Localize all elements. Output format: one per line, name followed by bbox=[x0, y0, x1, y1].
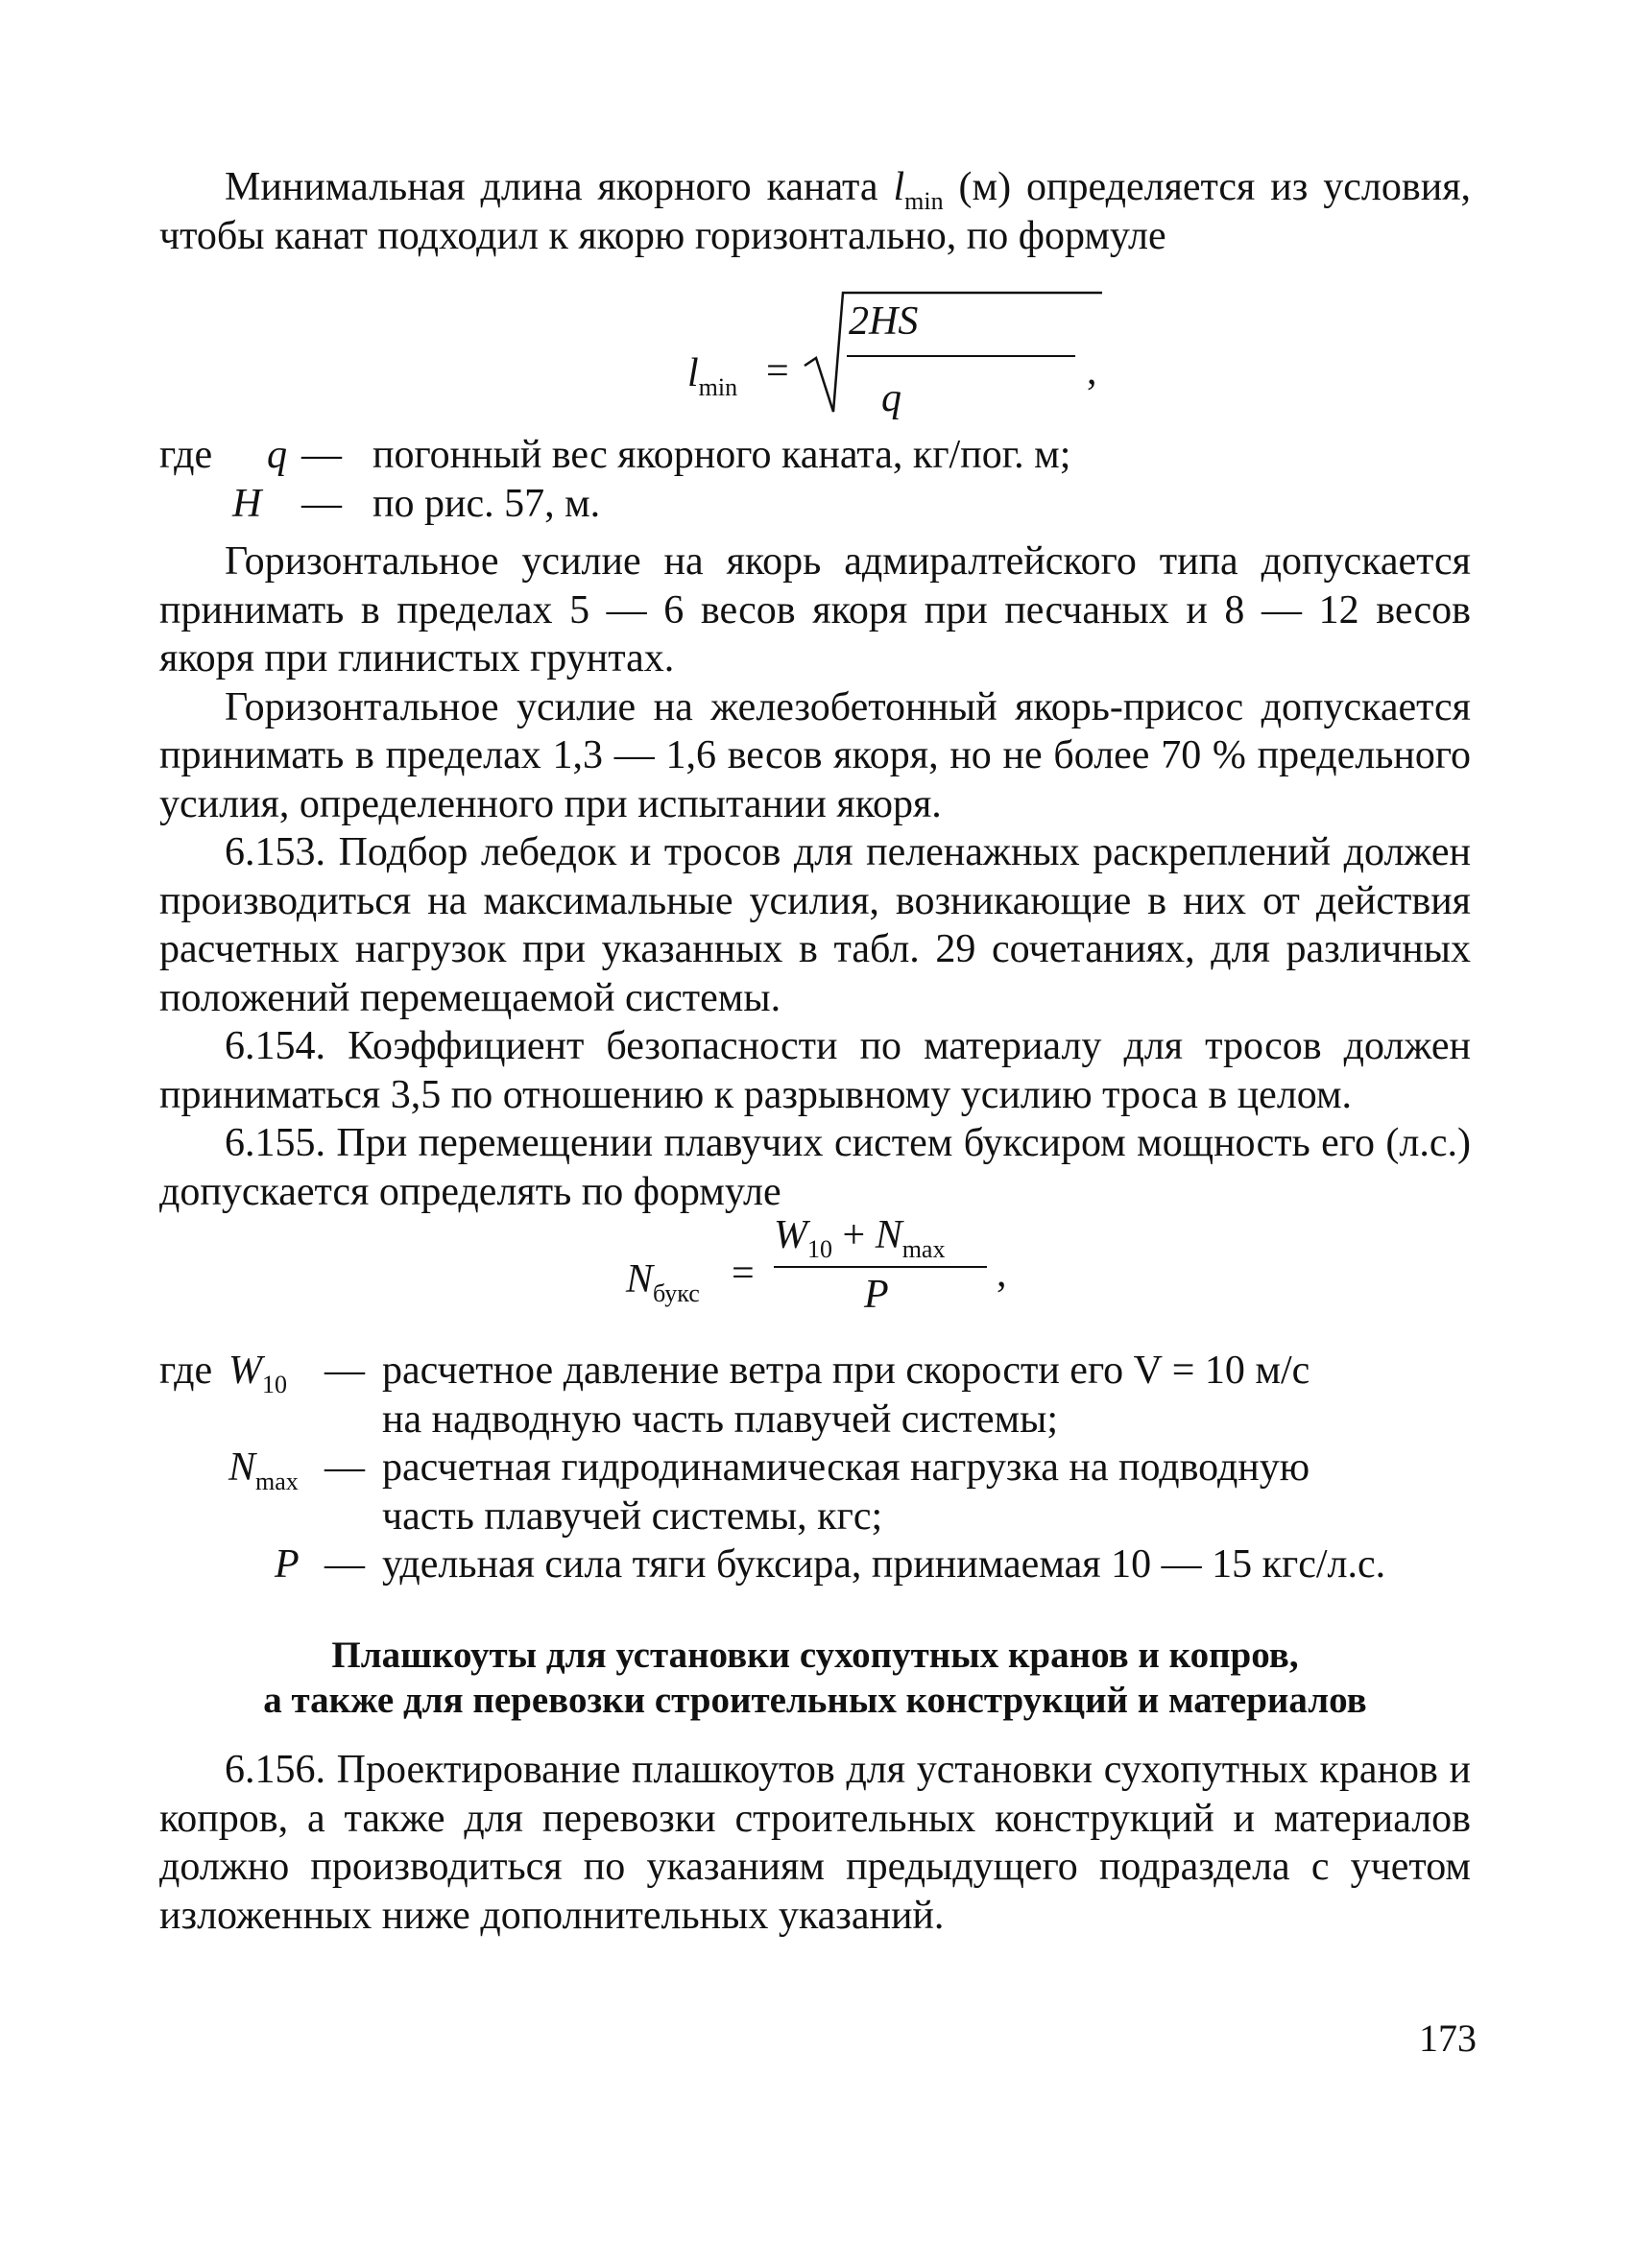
legend-row bbox=[159, 1492, 1471, 1541]
formula-tug-power bbox=[159, 1213, 1471, 1347]
section-heading-line: Плашкоуты для установки сухопутных кранов и копров, bbox=[331, 1635, 1299, 1676]
legend-description: расчетная гидродинамическая нагрузка на подводную bbox=[382, 1445, 1310, 1490]
formula-comma: , bbox=[1087, 349, 1097, 394]
formula-lhs: $N_{букс}$ bbox=[626, 1257, 700, 1307]
formula-comma: , bbox=[997, 1252, 1007, 1296]
page-number: 173 bbox=[1419, 2017, 1477, 2060]
legend-row bbox=[159, 1396, 1471, 1444]
paragraph-6-155: 6.155. При перемещении плавучих систем буксиром мощность его (л.с.) допускается определять по формуле bbox=[159, 1121, 1471, 1214]
legend-symbol: H bbox=[232, 481, 262, 526]
fraction-bar bbox=[774, 1266, 987, 1268]
legend-description: на надводную часть плавучей системы; bbox=[382, 1397, 1059, 1442]
formula-min-length bbox=[159, 268, 1471, 431]
legend-row bbox=[159, 1347, 1471, 1396]
formula-lhs: $l_{min}$ bbox=[687, 351, 738, 401]
legend-lead: где bbox=[159, 1349, 213, 1393]
legend-symbol: $N_{max}$ bbox=[228, 1445, 299, 1495]
legend-row bbox=[159, 1540, 1471, 1589]
legend-symbol: $W_{10}$ bbox=[228, 1349, 287, 1398]
legend-dash: — bbox=[324, 1445, 365, 1490]
paragraph-6-154: 6.154. Коэффициент безопасности по материалу для тросов должен приниматься 3,5 по отношению к разрывному усилию троса в целом. bbox=[159, 1024, 1471, 1117]
legend-dash: — bbox=[301, 481, 342, 526]
sqrt-sign-icon bbox=[801, 277, 1108, 421]
paragraph-6-153: 6.153. Подбор лебедок и тросов для пеленажных раскреплений должен производиться на максимальные усилия, возникающие в них от действия расчетных нагрузок при указанных в табл. 29 сочетаниях, для различных положений перемещаемой системы. bbox=[159, 830, 1471, 1020]
legend-symbol: P bbox=[275, 1542, 300, 1587]
legend-description: по рис. 57, м. bbox=[372, 481, 601, 526]
page-body bbox=[159, 163, 1471, 1940]
legend-description: удельная сила тяги буксира, принимаемая 10 — 15 кгс/л.с. bbox=[382, 1542, 1386, 1587]
section-heading bbox=[159, 1633, 1471, 1723]
legend-symbol: q bbox=[267, 433, 287, 477]
formula-numerator: $W_{10} + N_{max}$ bbox=[774, 1213, 946, 1263]
subscript-min: min bbox=[904, 187, 944, 215]
paragraph-text: Минимальная длина якорного каната bbox=[225, 165, 878, 209]
legend-description: часть плавучей системы, кгс; bbox=[382, 1493, 883, 1539]
section-heading-line: а также для перевозки строительных конструкций и материалов bbox=[263, 1680, 1367, 1721]
formula-equals: = bbox=[766, 349, 789, 394]
legend-lead: где bbox=[159, 433, 213, 477]
legend-description: погонный вес якорного каната, кг/пог. м; bbox=[372, 433, 1071, 477]
formula-numerator: 2HS bbox=[849, 299, 919, 344]
paragraph-min-length bbox=[159, 163, 1471, 260]
legend-formula2 bbox=[159, 1347, 1471, 1588]
paragraph-text-rest: (м) определяется из условия, чтобы канат подходил к якорю горизонтально, по формуле bbox=[159, 165, 1472, 258]
variable-l: l bbox=[893, 165, 905, 209]
legend-description: расчетное давление ветра при скорости его V = 10 м/с bbox=[382, 1349, 1310, 1393]
paragraph-concrete-anchor: Горизонтальное усилие на железобетонный якорь-присос допускается принимать в пределах 1,3 — 1,6 весов якоря, но не более 70 % предельного усилия, определенного при испытании якоря. bbox=[159, 684, 1471, 826]
formula-denominator: q bbox=[881, 376, 901, 420]
legend-row bbox=[159, 480, 1471, 529]
legend-dash: — bbox=[324, 1542, 365, 1587]
legend-row bbox=[159, 431, 1471, 480]
legend-row bbox=[159, 1444, 1471, 1495]
paragraph-admiralty-anchor: Горизонтальное усилие на якорь адмиралтейского типа допускается принимать в пределах 5 — 6 весов якоря при песчаных и 8 — 12 весов якоря при глинистых грунтах. bbox=[159, 539, 1471, 680]
formula-denominator: P bbox=[864, 1273, 889, 1317]
formula-equals: = bbox=[732, 1252, 755, 1296]
legend-dash: — bbox=[324, 1349, 365, 1393]
legend-formula1 bbox=[159, 431, 1471, 528]
legend-dash: — bbox=[301, 433, 342, 477]
paragraph-6-156: 6.156. Проектирование плашкоутов для установки сухопутных кранов и копров, а также для перевозки строительных конструкций и материалов должно производиться по указаниям предыдущего подраздела с учетом изложенных ниже дополнительных указаний. bbox=[159, 1748, 1471, 1938]
